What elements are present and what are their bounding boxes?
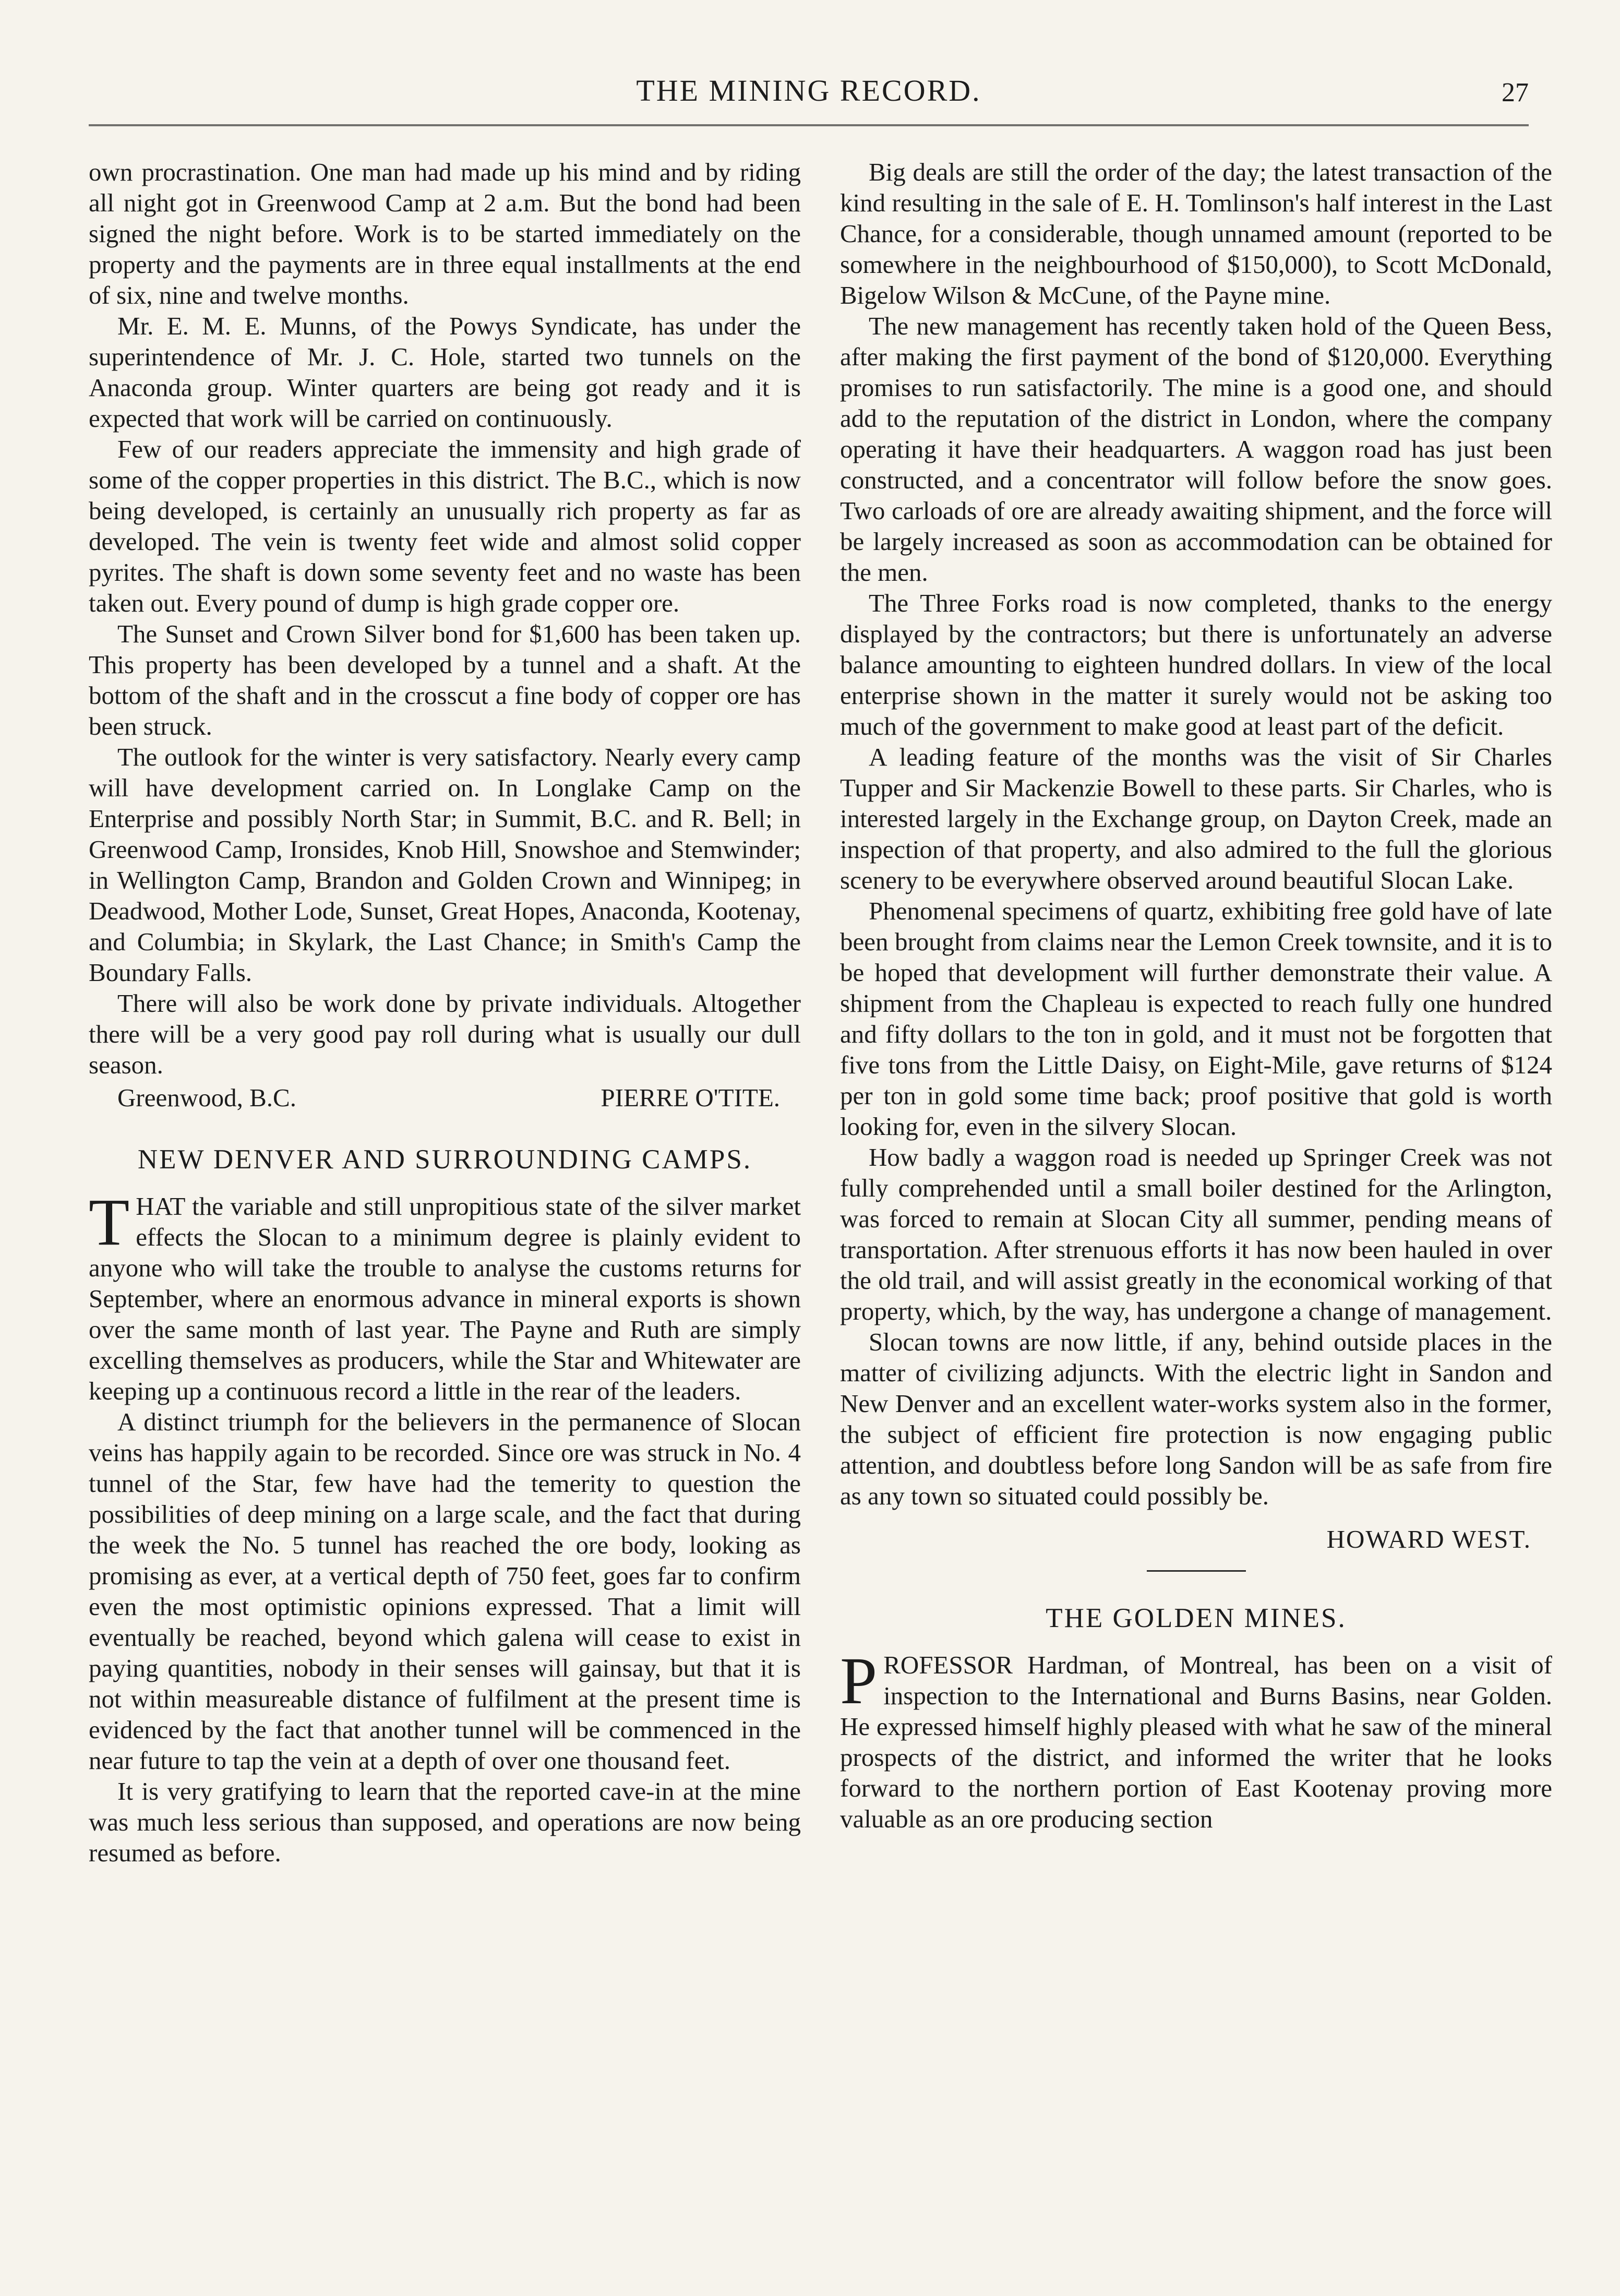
article-paragraph: The Three Forks road is now completed, thanks to the energy displayed by the contractors; but there is unfortunately an adverse balance amounting to eighteen hundred dollars. In view of the local enterprise shown in the matter it surely would not be asking too much of the government to make good at least part of the deficit. [840, 589, 1552, 740]
article-paragraph: Few of our readers appreciate the immensity and high grade of some of the copper properties in this district. The B.C., which is now being developed, is certainly an unusually rich property as far as developed. The vein is twenty feet wide and almost solid copper pyrites. The shaft is down some seventy feet and no waste has been taken out. Every pound of dump is high grade copper ore. [89, 435, 801, 617]
article-paragraph: A distinct triumph for the believers in the permanence of Slocan veins has happily again to be recorded. Since ore was struck in No. 4 tunnel of the Star, few have had the temerity to question the possibilities of deep mining on a large scale, and the fact that during the week the No. 5 tunnel has reached the ore body, looking as promising as ever, at a vertical depth of 750 feet, goes far to confirm even the most optimistic opinions expressed. That a limit will eventually be reached, beyond which galena will cease to exist in paying quantities, nobody in their senses will gainsay, but that it is not within measureable distance of fulfilment at the present time is evidenced by the fact that another tunnel will be commenced in the near future to tap the vein at a depth of over one thousand feet. [89, 1407, 801, 1775]
article-signature: HOWARD WEST. [1326, 1525, 1531, 1553]
paragraph-text: HAT the variable and still unpropitious state of the silver market effects the Slocan to a minimum degree is plainly evident to anyone who will take the trouble to analyse the customs returns for September, where an enormous advance in mineral exports is shown over the same month of last year. The Payne and Ruth are simply excelling themselves as producers, while the Star and Whitewater are keeping up a continuous record a little in the rear of the leaders. [89, 1192, 801, 1405]
article-paragraph: A leading feature of the months was the visit of Sir Charles Tupper and Sir Mackenzie Bowell to these parts. Sir Charles, who is interested largely in the Exchange group, on Dayton Creek, made an inspection of that property, and also admired to the full the glorious scenery to be everywhere observed around beautiful Slocan Lake. [840, 743, 1552, 894]
article-paragraph: own procrastination. One man had made up his mind and by riding all night got in Greenwood Camp at 2 a.m. But the bond had been signed the night before. Work is to be started immediately on the property and the payments are in three equal installments at the end of six, nine and twelve months. [89, 158, 801, 309]
right-column [840, 157, 1552, 1834]
dateline-author: PIERRE O'TITE. [601, 1083, 780, 1112]
article-paragraph: There will also be work done by private individuals. Altogether there will be a very good pay roll during what is usually our dull season. [89, 989, 801, 1079]
article-dateline [89, 1082, 801, 1113]
section-heading-golden-mines: THE GOLDEN MINES. [1046, 1603, 1347, 1633]
article-paragraph: Big deals are still the order of the day; the latest transaction of the kind resulting in the sale of E. H. Tomlinson's half interest in the Last Chance, for a considerable, though unnamed amount (reported to be somewhere in the neighbourhood of $150,000), to Scott McDonald, Bigelow Wilson & McCune, of the Payne mine. [840, 158, 1552, 309]
left-column [89, 157, 801, 1868]
paragraph-text: ROFESSOR Hardman, of Montreal, has been on a visit of inspection to the International and Burns Basins, near Golden. He expressed himself highly pleased with what he saw of the mineral prospects of the district, and informed the writer that he looks forward to the northern portion of East Kootenay proving more valuable as an ore producing section [840, 1651, 1552, 1833]
article-paragraph: How badly a waggon road is needed up Springer Creek was not fully comprehended until a small boiler destined for the Arlington, was forced to remain at Slocan City all summer, pending means of transportation. After strenuous efforts it has now been hauled in over the old trail, and will assist greatly in the economical working of that property, which, by the way, has undergone a change of management. [840, 1143, 1552, 1325]
article-paragraph: The outlook for the winter is very satisfactory. Nearly every camp will have development carried on. In Longlake Camp on the Enterprise and possibly North Star; in Summit, B.C. and R. Bell; in Greenwood Camp, Ironsides, Knob Hill, Snowshoe and Stemwinder; in Wellington Camp, Brandon and Golden Crown and Winnipeg; in Deadwood, Mother Lode, Sunset, Great Hopes, Anaconda, Kootenay, and Columbia; in Skylark, the Last Chance; in Smith's Camp the Boundary Falls. [89, 743, 801, 987]
page-header [89, 73, 1529, 136]
drop-cap: P [840, 1644, 878, 1718]
page-number: 27 [1502, 78, 1529, 107]
header-rule [89, 124, 1529, 126]
article-paragraph: The new management has recently taken hold of the Queen Bess, after making the first payment of the bond of $120,000. Everything promises to run satisfactorily. The mine is a good one, and should add to the reputation of the district in London, where the company operating it have their headquarters. A waggon road has just been constructed, and a concentrator will follow before the snow goes. Two carloads of ore are already awaiting shipment, and the force will be largely increased as soon as accommodation can be obtained for the men. [840, 312, 1552, 587]
article-paragraph [89, 1185, 801, 1406]
article-paragraph [840, 1644, 1552, 1834]
dateline-place: Greenwood, B.C. [117, 1083, 296, 1112]
article-paragraph: It is very gratifying to learn that the reported cave-in at the mine was much less serious than supposed, and operations are now being resumed as before. [89, 1777, 801, 1867]
running-title: THE MINING RECORD. [636, 74, 981, 107]
section-divider [1147, 1570, 1246, 1572]
article-paragraph: Slocan towns are now little, if any, behind outside places in the matter of civilizing adjuncts. With the electric light in Sandon and New Denver and an excellent water-works system also in the former, the subject of efficient fire protection is now engaging public attention, and doubtless before long Sandon will be as safe from fire as any town so situated could possibly be. [840, 1328, 1552, 1510]
article-paragraph: Phenomenal specimens of quartz, exhibiting free gold have of late been brought from claims near the Lemon Creek townsite, and it is to be hoped that development will further demonstrate their value. A shipment from the Chapleau is expected to reach fully one hundred and fifty dollars to the ton in gold, and it must not be forgotten that five tons from the Little Daisy, on Eight-Mile, gave returns of $124 per ton in gold some time back; proof positive that gold is worth looking for, even in the silvery Slocan. [840, 896, 1552, 1141]
article-paragraph: The Sunset and Crown Silver bond for $1,600 has been taken up. This property has been developed by a tunnel and a shaft. At the bottom of the shaft and in the crosscut a fine body of copper ore has been struck. [89, 619, 801, 740]
article-paragraph: Mr. E. M. E. Munns, of the Powys Syndicate, has under the superintendence of Mr. J. C. Hole, started two tunnels on the Anaconda group. Winter quarters are being got ready and it is expected that work will be carried on continuously. [89, 312, 801, 433]
section-heading-new-denver: NEW DENVER AND SURROUNDING CAMPS. [137, 1144, 752, 1175]
drop-cap: T [89, 1185, 130, 1259]
